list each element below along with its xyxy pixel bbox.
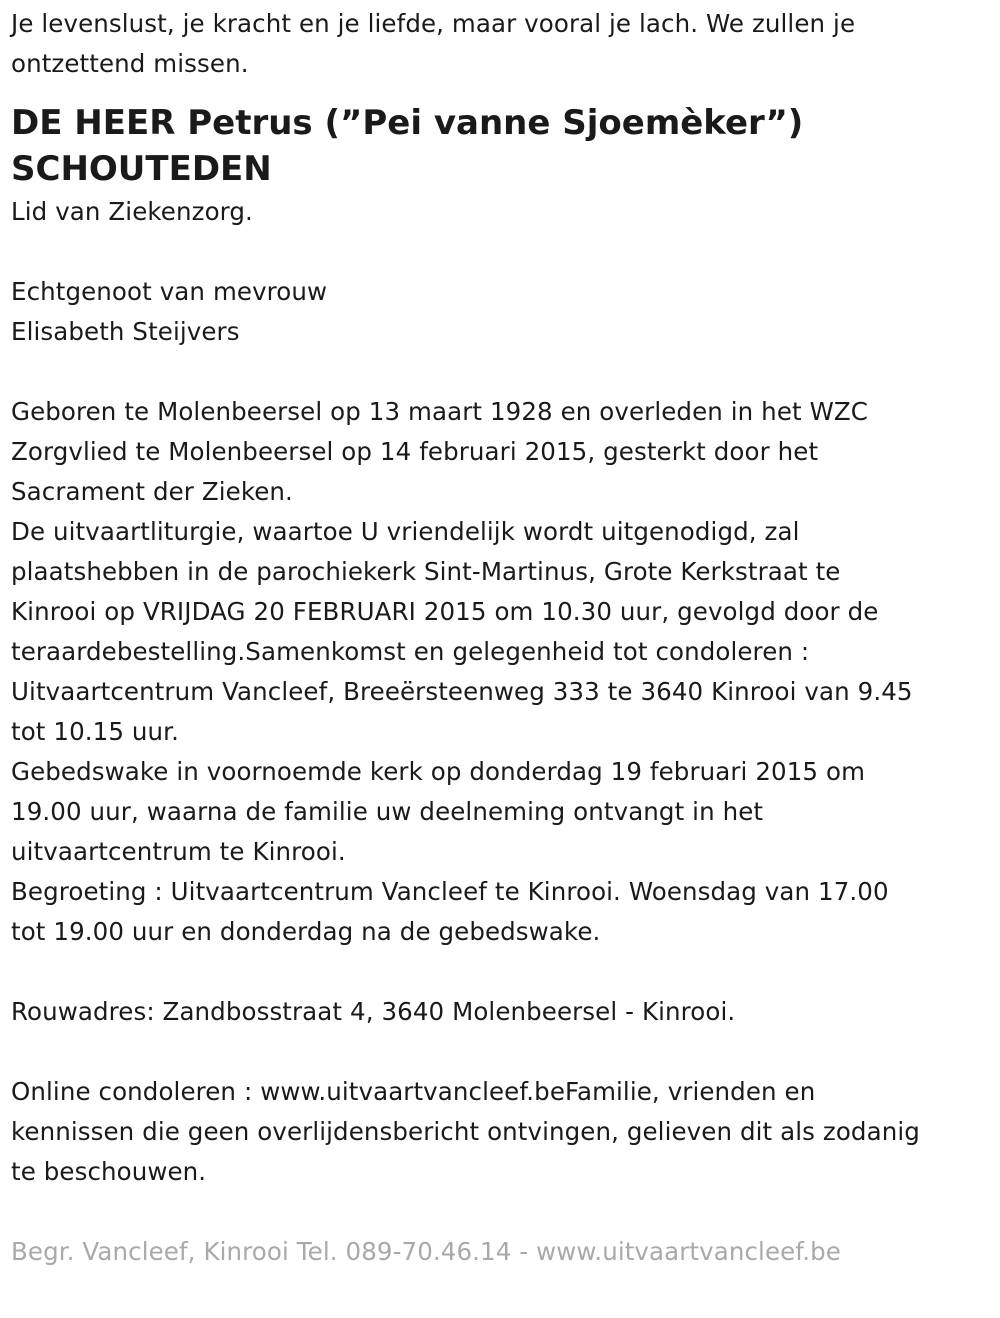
membership-text: Lid van Ziekenzorg. [11, 197, 253, 226]
body-line: Gebedswake in voornoemde kerk op donderdag 19 februari 2015 om [11, 757, 866, 786]
intro-quote [11, 4, 991, 84]
body-line: Geboren te Molenbeersel op 13 maart 1928 en overleden in het WZC [11, 397, 868, 426]
name-line: SCHOUTEDEN [11, 149, 272, 189]
spouse-line: Echtgenoot van mevrouw [11, 277, 328, 306]
body-line: Kinrooi op VRIJDAG 20 FEBRUARI 2015 om 10.30 uur, gevolgd door de [11, 597, 879, 626]
spacer [11, 232, 991, 272]
body-line: Sacrament der Zieken. [11, 477, 293, 506]
obituary-notice [11, 4, 991, 1272]
name-line: DE HEER Petrus (”Pei vanne Sjoemèker”) [11, 103, 804, 143]
body-line: 19.00 uur, waarna de familie uw deelneming ontvangt in het [11, 797, 764, 826]
intro-line: ontzettend missen. [11, 49, 249, 78]
closing-line: Online condoleren : www.uitvaartvancleef.beFamilie, vrienden en [11, 1077, 816, 1106]
spacer [11, 352, 991, 392]
spacer [11, 1032, 991, 1072]
closing-text [11, 1072, 991, 1192]
body-line: De uitvaartliturgie, waartoe U vriendelijk wordt uitgenodigd, zal [11, 517, 800, 546]
body-line: tot 19.00 uur en donderdag na de gebedswake. [11, 917, 601, 946]
intro-line: Je levenslust, je kracht en je liefde, maar vooral je lach. We zullen je [11, 9, 856, 38]
body-line: Uitvaartcentrum Vancleef, Breeërsteenweg 333 te 3640 Kinrooi van 9.45 [11, 677, 913, 706]
spouse-info [11, 272, 991, 352]
body-line: plaatshebben in de parochiekerk Sint-Martinus, Grote Kerkstraat te [11, 557, 841, 586]
body-line: Zorgvlied te Molenbeersel op 14 februari 2015, gesterkt door het [11, 437, 819, 466]
funeral-details [11, 392, 991, 952]
body-line: tot 10.15 uur. [11, 717, 179, 746]
spacer [11, 84, 991, 100]
body-line: teraardebestelling.Samenkomst en gelegenheid tot condoleren : [11, 637, 810, 666]
body-line: uitvaartcentrum te Kinrooi. [11, 837, 346, 866]
spouse-line: Elisabeth Steijvers [11, 317, 240, 346]
spacer [11, 1192, 991, 1232]
mourning-address: Rouwadres: Zandbosstraat 4, 3640 Molenbeersel - Kinrooi. [11, 997, 736, 1026]
funeral-home-footer: Begr. Vancleef, Kinrooi Tel. 089-70.46.14 - www.uitvaartvancleef.be [11, 1237, 841, 1266]
body-line: Begroeting : Uitvaartcentrum Vancleef te Kinrooi. Woensdag van 17.00 [11, 877, 889, 906]
closing-line: te beschouwen. [11, 1157, 207, 1186]
spacer [11, 952, 991, 992]
closing-line: kennissen die geen overlijdensbericht ontvingen, gelieven dit als zodanig [11, 1117, 920, 1146]
deceased-name [11, 100, 991, 192]
